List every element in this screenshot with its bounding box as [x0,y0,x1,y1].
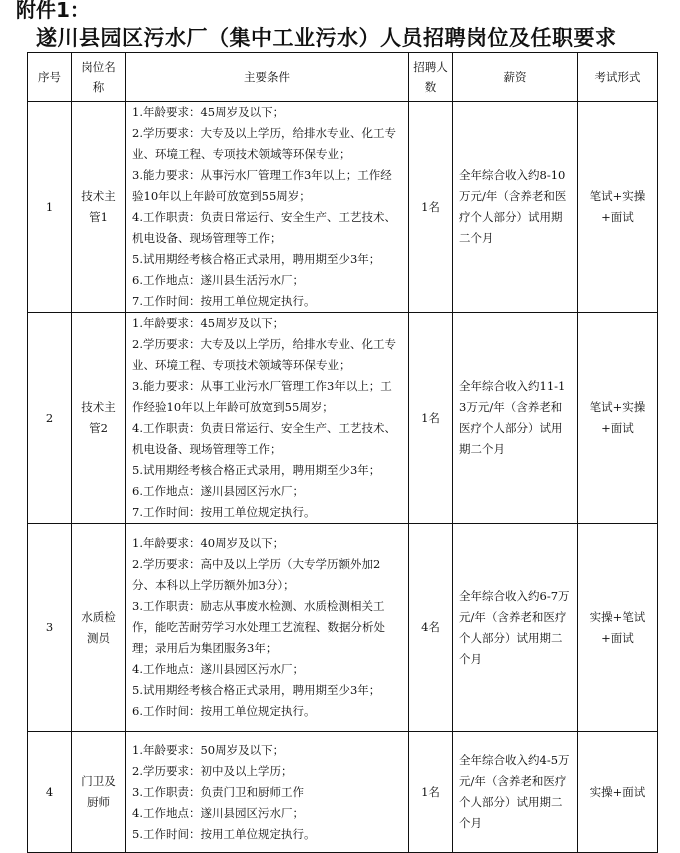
requirement-item: 6.工作时间：按用工单位规定执行。 [132,704,316,718]
requirement-item: 1.年龄要求：40周岁及以下； [132,536,285,550]
table-row [28,732,658,853]
row-number: 4 [28,732,72,853]
table-row [28,524,658,732]
requirement-item: 5.试用期经考核合格正式录用，聘用期至少3年； [132,463,381,477]
requirement-item: 4.工作职责：负责日常运行、安全生产、工艺技术、机电设备、现场管理等工作； [132,421,396,456]
requirements-cell [126,524,409,732]
requirement-item: 6.工作地点：遂川县生活污水厂； [132,273,304,287]
row-number: 2 [28,313,72,524]
requirement-item: 5.工作时间：按用工单位规定执行。 [132,826,316,841]
salary: 全年综合收入约4-5万元/年（含养老和医疗个人部分）试用期二个月 [453,732,578,853]
exam-format: 笔试+实操+面试 [578,102,658,313]
requirement-item: 3.能力要求：从事污水厂管理工作3年以上；工作经验10年以上年龄可放宽到55周岁； [132,168,392,203]
table-row [28,313,658,524]
position-name: 技术主管2 [72,313,126,524]
requirements-cell [126,102,409,313]
requirement-item: 2.学历要求：大专及以上学历，给排水专业、化工专业、环境工程、专项技术领域等环保专业； [132,126,396,161]
requirement-item: 3.工作职责：励志从事废水检测、水质检测相关工作，能吃苦耐劳学习水处理工艺流程、数据分析处理；录用后为集团服务3年； [132,599,385,655]
row-number: 1 [28,102,72,313]
header-count: 招聘人数 [409,53,453,102]
requirements-cell [126,732,409,853]
hire-count: 1名 [409,102,453,313]
requirement-item: 4.工作职责：负责日常运行、安全生产、工艺技术、机电设备、现场管理等工作； [132,210,396,245]
requirement-item: 2.学历要求：大专及以上学历，给排水专业、化工专业、环境工程、专项技术领域等环保专业； [132,337,396,372]
requirement-item: 3.工作职责：负责门卫和厨师工作 [132,784,304,799]
requirement-item: 1.年龄要求：50周岁及以下； [132,742,285,757]
header-requirements: 主要条件 [126,53,409,102]
requirement-item: 5.试用期经考核合格正式录用，聘用期至少3年； [132,252,381,266]
hire-count: 1名 [409,732,453,853]
requirement-item: 4.工作地点：遂川县园区污水厂； [132,662,304,676]
requirement-item: 7.工作时间：按用工单位规定执行。 [132,294,316,308]
exam-format: 笔试+实操+面试 [578,313,658,524]
requirements-cell [126,313,409,524]
position-name: 水质检测员 [72,524,126,732]
document-title: 遂川县园区污水厂（集中工业污水）人员招聘岗位及任职要求 [36,26,617,50]
requirement-item: 4.工作地点：遂川县园区污水厂； [132,805,304,820]
table-row [28,102,658,313]
header-salary: 薪资 [453,53,578,102]
header-no: 序号 [28,53,72,102]
requirement-item: 5.试用期经考核合格正式录用，聘用期至少3年； [132,683,381,697]
position-name: 技术主管1 [72,102,126,313]
header-exam: 考试形式 [578,53,658,102]
salary: 全年综合收入约6-7万元/年（含养老和医疗个人部分）试用期二个月 [453,524,578,732]
position-name: 门卫及厨师 [72,732,126,853]
requirement-item: 1.年龄要求：45周岁及以下； [132,316,285,330]
salary: 全年综合收入约11-13万元/年（含养老和医疗个人部分）试用期二个月 [453,313,578,524]
row-number: 3 [28,524,72,732]
exam-format: 实操+面试 [578,732,658,853]
requirement-item: 6.工作地点：遂川县园区污水厂； [132,484,304,498]
table-header [28,53,658,102]
requirement-item: 3.能力要求：从事工业污水厂管理工作3年以上；工作经验10年以上年龄可放宽到55周岁； [132,379,392,414]
exam-format: 实操+笔试+面试 [578,524,658,732]
requirement-item: 7.工作时间：按用工单位规定执行。 [132,505,316,519]
hire-count: 4名 [409,524,453,732]
attachment-label: 附件1： [16,0,90,22]
salary: 全年综合收入约8-10万元/年（含养老和医疗个人部分）试用期二个月 [453,102,578,313]
requirement-item: 1.年龄要求：45周岁及以下； [132,105,285,119]
requirement-item: 2.学历要求：初中及以上学历； [132,763,293,778]
hire-count: 1名 [409,313,453,524]
requirement-item: 2.学历要求：高中及以上学历（大专学历额外加2分、本科以上学历额外加3分）； [132,557,381,592]
recruitment-table [27,52,658,853]
header-position: 岗位名称 [72,53,126,102]
